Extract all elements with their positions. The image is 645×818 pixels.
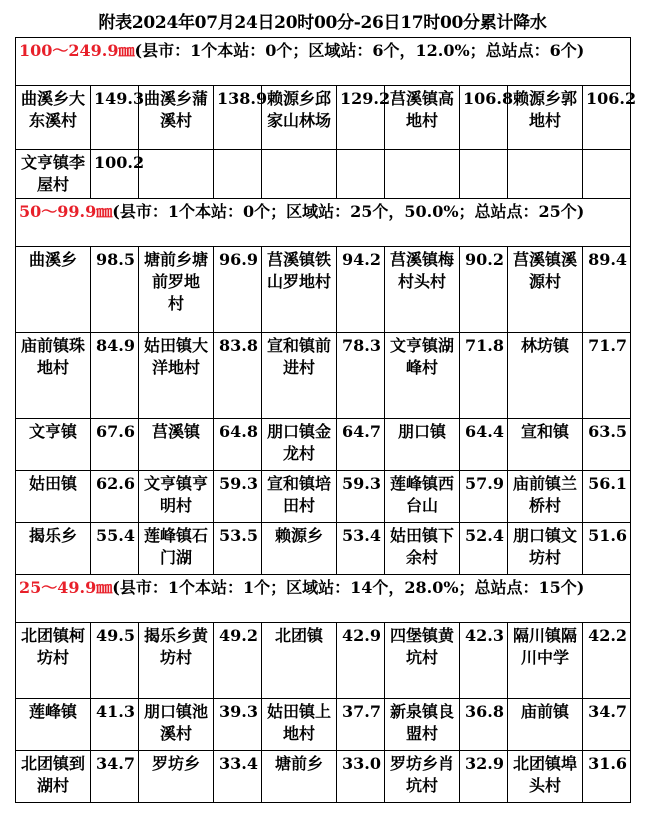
rainfall-value-cell: 64.7 (337, 419, 385, 471)
rainfall-value-cell: 39.3 (214, 699, 262, 751)
section-range: 25～49.9㎜ (19, 578, 113, 597)
rainfall-value-cell: 90.2 (460, 247, 508, 333)
rainfall-value-cell: 64.4 (460, 419, 508, 471)
section-header (16, 38, 631, 86)
station-name-cell: 文亨镇 (16, 419, 91, 471)
station-name-cell: 庙前镇珠地村 (16, 333, 91, 419)
station-name-cell: 赖源乡邱家山林场 (262, 86, 337, 150)
table-row (16, 523, 631, 575)
station-name-cell: 北团镇到湖村 (16, 751, 91, 803)
rainfall-value-cell: 52.4 (460, 523, 508, 575)
rainfall-value-cell: 129.2 (337, 86, 385, 150)
table-row (16, 150, 631, 199)
rainfall-value-cell: 94.2 (337, 247, 385, 333)
rainfall-value-cell: 33.4 (214, 751, 262, 803)
section-summary: (县市：1个本站：1个；区域站：14个，28.0%；总站点：15个) (112, 578, 585, 597)
rainfall-value-cell: 89.4 (583, 247, 631, 333)
rainfall-value-cell: 31.6 (583, 751, 631, 803)
rainfall-value-cell: 49.5 (91, 623, 139, 699)
rainfall-value-cell: 34.7 (91, 751, 139, 803)
station-name-cell: 曲溪乡大东溪村 (16, 86, 91, 150)
station-name-cell: 揭乐乡黄坊村 (139, 623, 214, 699)
section-header-row (16, 38, 631, 86)
station-name-cell: 庙前镇兰桥村 (508, 471, 583, 523)
station-name-cell: 塘前乡 (262, 751, 337, 803)
station-name-cell: 姑田镇 (16, 471, 91, 523)
rainfall-value-cell: 55.4 (91, 523, 139, 575)
rainfall-table-body (16, 38, 637, 803)
station-name-cell: 莲峰镇石门湖 (139, 523, 214, 575)
rainfall-value-cell: 138.9 (214, 86, 262, 150)
table-row (16, 751, 631, 803)
table-row (16, 623, 631, 699)
section-summary: (县市：1个本站：0个；区域站：6个，12.0%；总站点：6个) (134, 41, 585, 60)
station-name-cell: 姑田镇下余村 (385, 523, 460, 575)
station-name-cell: 曲溪乡 (16, 247, 91, 333)
station-name-cell: 罗坊乡肖坑村 (385, 751, 460, 803)
station-name-cell: 莒溪镇高地村 (385, 86, 460, 150)
table-row (16, 247, 631, 333)
station-name-cell: 宣和镇培田村 (262, 471, 337, 523)
station-name-cell: 宣和镇 (508, 419, 583, 471)
rainfall-value-cell: 34.7 (583, 699, 631, 751)
rainfall-value-cell: 84.9 (91, 333, 139, 419)
section-header-row (16, 199, 631, 247)
station-name-cell: 林坊镇 (508, 333, 583, 419)
station-name-cell: 新泉镇良盟村 (385, 699, 460, 751)
rainfall-value-cell: 59.3 (337, 471, 385, 523)
rainfall-value-cell: 53.4 (337, 523, 385, 575)
section-header-row (16, 575, 631, 623)
station-name-cell: 北团镇 (262, 623, 337, 699)
rainfall-value-cell: 32.9 (460, 751, 508, 803)
rainfall-value-cell: 106.2 (583, 86, 631, 150)
section-range: 100～249.9㎜ (19, 41, 135, 60)
station-name-cell: 北团镇柯坊村 (16, 623, 91, 699)
table-row (16, 419, 631, 471)
station-name-cell: 宣和镇前进村 (262, 333, 337, 419)
station-name-cell: 北团镇埠头村 (508, 751, 583, 803)
station-name-cell: 朋口镇 (385, 419, 460, 471)
station-name-cell: 赖源乡郭地村 (508, 86, 583, 150)
station-name-cell: 曲溪乡蒲溪村 (139, 86, 214, 150)
table-row (16, 86, 631, 150)
table-row (16, 471, 631, 523)
station-name-cell: 朋口镇池溪村 (139, 699, 214, 751)
station-name-cell: 莒溪镇 (139, 419, 214, 471)
rainfall-value-cell (583, 150, 631, 199)
rainfall-value-cell: 98.5 (91, 247, 139, 333)
station-name-cell: 揭乐乡 (16, 523, 91, 575)
section-range: 50～99.9㎜ (19, 202, 113, 221)
rainfall-value-cell: 62.6 (91, 471, 139, 523)
rainfall-value-cell: 53.5 (214, 523, 262, 575)
rainfall-value-cell (460, 150, 508, 199)
station-name-cell: 文亨镇李屋村 (16, 150, 91, 199)
section-header (16, 575, 631, 623)
rainfall-value-cell: 42.3 (460, 623, 508, 699)
station-name-cell: 罗坊乡 (139, 751, 214, 803)
station-name-cell: 姑田镇大洋地村 (139, 333, 214, 419)
station-name-cell: 朋口镇金龙村 (262, 419, 337, 471)
table-row (16, 699, 631, 751)
rainfall-value-cell: 71.8 (460, 333, 508, 419)
rainfall-value-cell: 59.3 (214, 471, 262, 523)
rainfall-value-cell: 37.7 (337, 699, 385, 751)
station-name-cell: 莲峰镇西台山 (385, 471, 460, 523)
station-name-cell (385, 150, 460, 199)
rainfall-value-cell: 149.3 (91, 86, 139, 150)
rainfall-table (15, 37, 637, 803)
rainfall-value-cell: 49.2 (214, 623, 262, 699)
station-name-cell (262, 150, 337, 199)
section-header (16, 199, 631, 247)
station-name-cell: 莲峰镇 (16, 699, 91, 751)
section-summary: (县市：1个本站：0个；区域站：25个，50.0%；总站点：25个) (112, 202, 585, 221)
station-name-cell: 莒溪镇梅村头村 (385, 247, 460, 333)
rainfall-value-cell (337, 150, 385, 199)
rainfall-value-cell: 33.0 (337, 751, 385, 803)
table-row (16, 333, 631, 419)
station-name-cell: 文亨镇湖峰村 (385, 333, 460, 419)
station-name-cell: 莒溪镇铁山罗地村 (262, 247, 337, 333)
rainfall-value-cell: 78.3 (337, 333, 385, 419)
station-name-cell (139, 150, 214, 199)
station-name-cell: 四堡镇黄坑村 (385, 623, 460, 699)
rainfall-value-cell: 56.1 (583, 471, 631, 523)
station-name-cell: 莒溪镇溪源村 (508, 247, 583, 333)
station-name-cell: 赖源乡 (262, 523, 337, 575)
station-name-cell: 隔川镇隔川中学 (508, 623, 583, 699)
rainfall-value-cell: 63.5 (583, 419, 631, 471)
station-name-cell (508, 150, 583, 199)
rainfall-value-cell: 42.9 (337, 623, 385, 699)
rainfall-value-cell: 42.2 (583, 623, 631, 699)
rainfall-value-cell: 64.8 (214, 419, 262, 471)
rainfall-value-cell: 96.9 (214, 247, 262, 333)
rainfall-value-cell: 51.6 (583, 523, 631, 575)
rainfall-value-cell: 67.6 (91, 419, 139, 471)
station-name-cell: 塘前乡塘前罗地 村 (139, 247, 214, 333)
rainfall-value-cell: 36.8 (460, 699, 508, 751)
station-name-cell: 文亨镇亨明村 (139, 471, 214, 523)
rainfall-value-cell: 71.7 (583, 333, 631, 419)
rainfall-value-cell: 83.8 (214, 333, 262, 419)
station-name-cell: 庙前镇 (508, 699, 583, 751)
station-name-cell: 朋口镇文坊村 (508, 523, 583, 575)
rainfall-value-cell: 41.3 (91, 699, 139, 751)
rainfall-value-cell: 57.9 (460, 471, 508, 523)
station-name-cell: 姑田镇上地村 (262, 699, 337, 751)
rainfall-value-cell: 100.2 (91, 150, 139, 199)
rainfall-value-cell (214, 150, 262, 199)
table-title: 附表2024年07月24日20时00分-26日17时00分累计降水 (98, 13, 547, 33)
rainfall-value-cell: 106.8 (460, 86, 508, 150)
